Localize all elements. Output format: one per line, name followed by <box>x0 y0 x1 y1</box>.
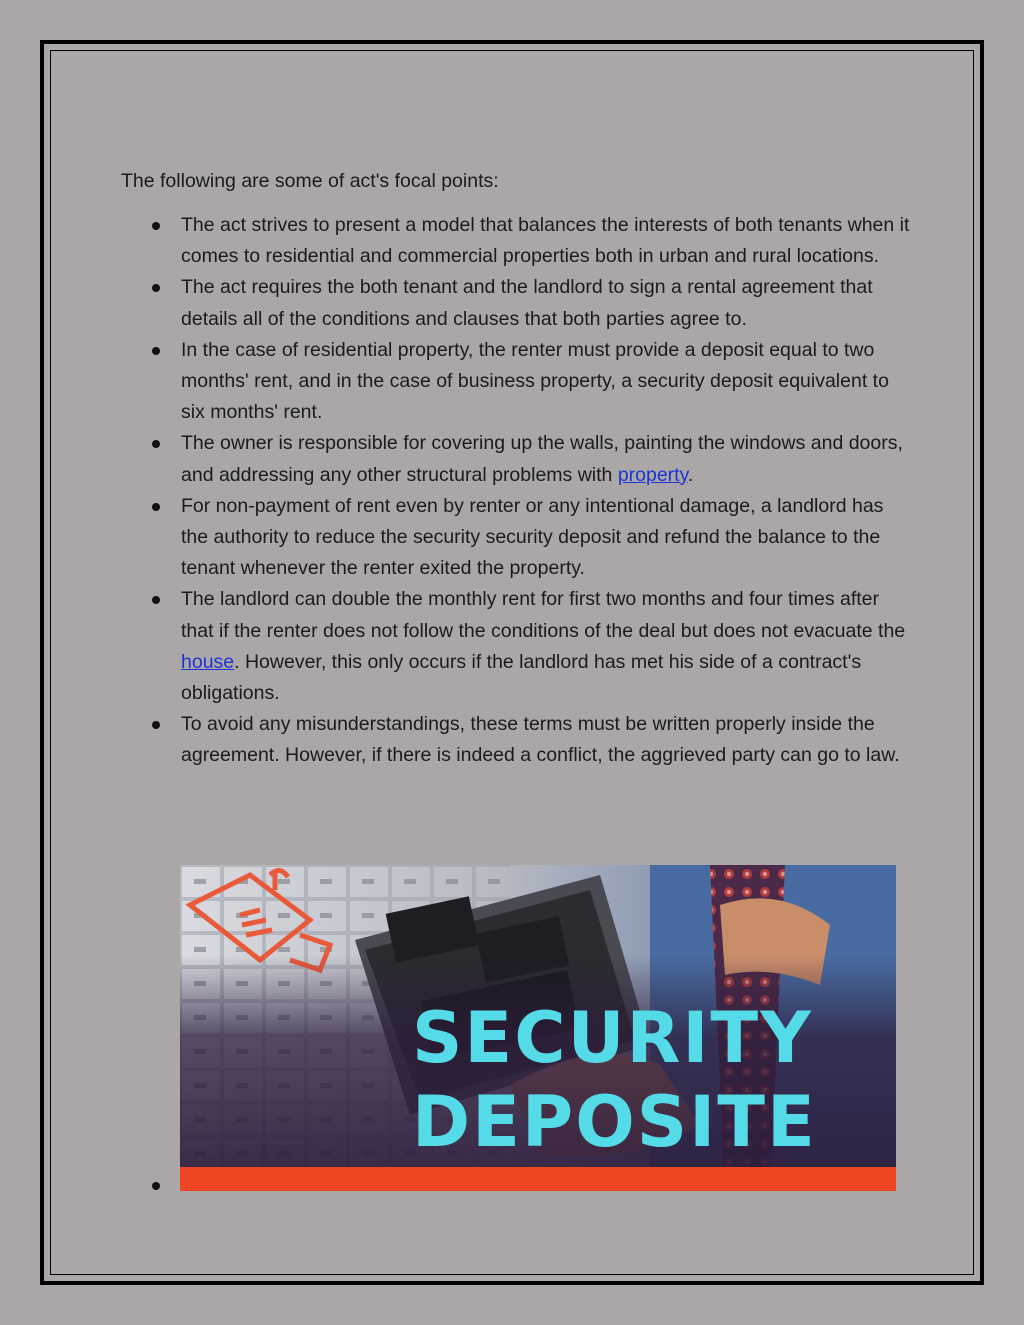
list-item <box>121 272 911 334</box>
promo-title-line2: DEPOSITE <box>412 1081 817 1163</box>
bullet-icon <box>152 347 160 355</box>
list-item <box>121 335 911 429</box>
house-link[interactable]: house <box>181 650 235 673</box>
promo-graphic <box>180 865 896 1191</box>
bullet-icon <box>152 222 160 230</box>
promo-title-line1: SECURITY <box>412 997 813 1079</box>
list-item-text: The landlord can double the monthly rent for first two months and four times after that if the renter does not follow the conditions of the deal but does not evacuate the <box>181 588 906 642</box>
list-item-text: The owner is responsible for covering up the walls, painting the windows and doors, and addressing any other structural problems with <box>181 432 903 486</box>
list-item <box>121 709 911 771</box>
list-item <box>121 491 911 585</box>
bullet-icon <box>152 284 160 292</box>
list-item-text: . <box>687 463 694 486</box>
list-item <box>121 584 911 709</box>
list-item <box>121 210 911 272</box>
bullet-icon <box>152 1182 160 1190</box>
bullet-icon <box>152 721 160 729</box>
bullet-icon <box>152 440 160 448</box>
list-item-text: . However, this only occurs if the landlord has met his side of a contract's obligations. <box>181 650 862 705</box>
bullet-icon <box>152 503 160 511</box>
bullet-icon <box>152 596 160 604</box>
focal-points-list <box>121 210 911 772</box>
list-item-text: The act strives to present a model that balances the interests of both tenants when it comes to residential and commercial properties both in urban and rural locations. <box>181 214 910 268</box>
property-link[interactable]: property <box>617 463 688 486</box>
list-item-text: To avoid any misunderstandings, these terms must be written properly inside the agreement. However, if there is indeed a conflict, the aggrieved party can go to law. <box>181 713 900 767</box>
list-item-text: In the case of residential property, the renter must provide a deposit equal to two months' rent, and in the case of business property, a security deposit equivalent to six months' rent. <box>181 338 889 424</box>
list-item-text: The act requires the both tenant and the landlord to sign a rental agreement that details all of the conditions and clauses that both parties agree to. <box>181 276 873 330</box>
security-deposit-image <box>180 865 896 1191</box>
document-body <box>121 166 911 772</box>
list-item <box>121 428 911 490</box>
intro-paragraph: The following are some of act's focal points: <box>121 170 499 192</box>
list-item-text: For non-payment of rent even by renter or any intentional damage, a landlord has the authority to reduce the security security deposit and refund the balance to the tenant whenever the renter exited the property. <box>181 494 884 580</box>
